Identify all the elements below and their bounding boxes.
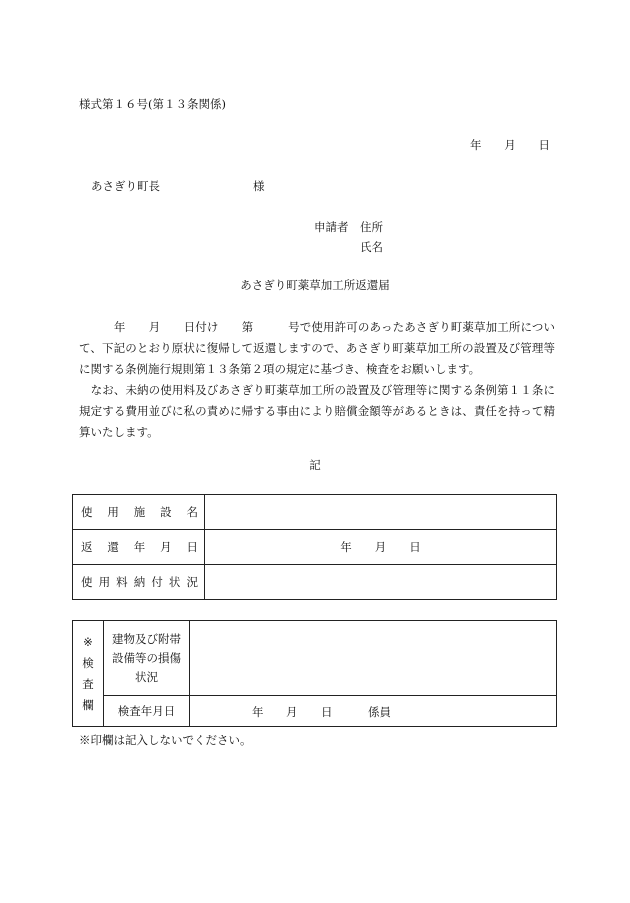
date-month: 月 — [504, 138, 516, 152]
facility-name-label: 使用施設名 — [73, 495, 205, 530]
damage-status-label: 建物及び附帯 設備等の損傷 状況 — [104, 621, 190, 696]
body-paragraph-1-rest: いて、下記のとおり原状に復帰して返還しますので、あさぎり町薬草加工所の設置及び管理等に関する条例施行規則第１３条第２項の規定に基づき、検査をお願いします。 — [79, 320, 555, 376]
date-year: 年 — [470, 138, 482, 152]
body-paragraph-2: なお、未納の使用料及びあさぎり町薬草加工所の設置及び管理等に関する条例第１１条に規定する費用並びに私の責めに帰する事由により賠償金額等があるときは、責任を持って精算いたします。 — [79, 383, 555, 439]
inspection-table — [72, 620, 557, 727]
inspection-day: 日 — [321, 705, 333, 719]
addressee-honorific: 様 — [253, 179, 265, 193]
submission-date — [470, 137, 550, 153]
ki-heading: 記 — [309, 458, 321, 472]
inspection-date-label: 検査年月日 — [104, 696, 190, 727]
table-row — [73, 530, 557, 565]
addressee: あさぎり町長 — [91, 179, 160, 193]
table-row — [73, 621, 557, 696]
form-number: 様式第１６号(第１３条関係) — [79, 97, 226, 111]
table-row — [73, 495, 557, 530]
inspection-date-value[interactable] — [190, 696, 557, 727]
applicant-address-label: 住所 — [360, 220, 383, 234]
applicant-name-label: 氏名 — [360, 240, 383, 254]
date-day: 日 — [538, 138, 550, 152]
body-text — [79, 317, 555, 443]
return-date-value[interactable]: 年 月 日 — [205, 530, 557, 565]
applicant-label: 申請者 — [314, 220, 349, 234]
body-paragraph-1 — [79, 317, 555, 380]
facility-name-value[interactable] — [205, 495, 557, 530]
inspection-year: 年 — [252, 705, 264, 719]
table-row — [73, 565, 557, 600]
note: ※印欄は記入しないでください。 — [79, 733, 252, 747]
return-date-label: 返還年月日 — [73, 530, 205, 565]
inspection-side-label: ※ 検 査 欄 — [73, 621, 104, 727]
table-row — [73, 696, 557, 727]
fee-payment-value[interactable] — [205, 565, 557, 600]
body-line-1: 年 月 日付け 第 号で使用許可のあったあさぎり町薬草加工所につ — [79, 320, 544, 334]
fee-payment-label: 使用料納付状況 — [73, 565, 205, 600]
document-title: あさぎり町薬草加工所返還届 — [240, 278, 390, 292]
inspector-label: 係員 — [368, 705, 391, 719]
facility-info-table — [72, 494, 557, 600]
inspection-month: 月 — [286, 705, 298, 719]
damage-status-value[interactable] — [190, 621, 557, 696]
